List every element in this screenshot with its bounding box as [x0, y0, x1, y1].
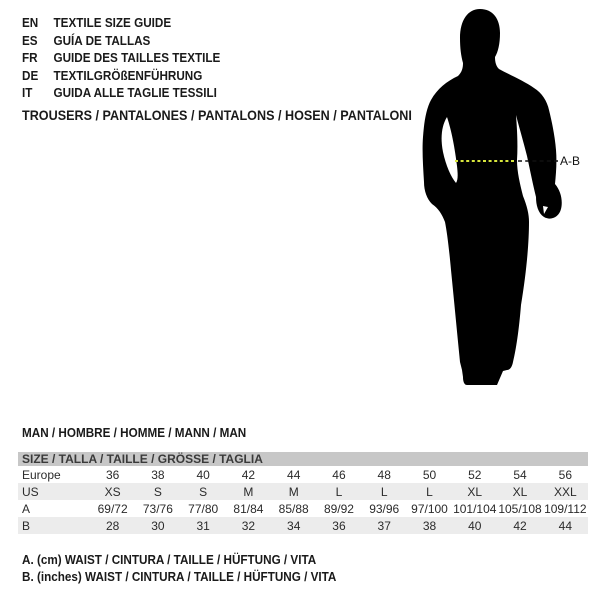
size-cell: 42	[513, 518, 527, 533]
size-cell: XL	[467, 484, 483, 499]
size-cell: 44	[558, 518, 572, 533]
size-cell: 89/92	[323, 501, 354, 516]
size-cell: 38	[422, 518, 437, 533]
table-row	[18, 500, 588, 517]
table-row	[18, 517, 588, 534]
size-cell: 36	[105, 467, 120, 482]
note-line: B. (inches) WAIST / CINTURA / TAILLE / HÜFTUNG / VITA	[22, 568, 337, 584]
size-cell: 81/84	[233, 501, 264, 516]
size-cell: 28	[105, 518, 120, 533]
measure-label: A-B	[560, 154, 581, 168]
language-code: FR	[22, 50, 38, 66]
row-label: A	[22, 501, 31, 516]
size-cell: 30	[151, 518, 165, 533]
language-row	[22, 14, 220, 32]
size-cell: 44	[287, 467, 301, 482]
size-cell: 101/104	[453, 501, 497, 516]
size-cell: XXL	[553, 484, 577, 499]
size-cell: 36	[332, 518, 346, 533]
language-row	[22, 67, 220, 85]
language-list	[22, 14, 220, 102]
size-cell: 32	[241, 518, 256, 533]
size-cell: 31	[196, 518, 210, 533]
size-cell: 48	[377, 467, 391, 482]
size-cell: S	[199, 484, 208, 499]
language-row	[22, 32, 220, 50]
size-cell: 109/112	[544, 501, 587, 516]
note-line: A. (cm) WAIST / CINTURA / TAILLE / HÜFTUNG / VITA	[22, 552, 317, 567]
size-cell: 52	[468, 467, 482, 482]
size-cell: S	[153, 484, 162, 499]
size-cell: 97/100	[411, 501, 448, 516]
language-code: DE	[22, 67, 39, 83]
size-cell: 77/80	[188, 501, 219, 516]
size-cell: XL	[512, 484, 528, 499]
language-code: EN	[22, 15, 39, 31]
size-cell: XS	[104, 484, 121, 499]
size-cell: 42	[241, 467, 256, 482]
category-line: TROUSERS / PANTALONES / PANTALONS / HOSEN / PANTALONI	[22, 107, 412, 123]
language-code: ES	[22, 32, 38, 48]
size-cell: 40	[468, 518, 482, 533]
language-code: IT	[22, 85, 33, 101]
size-cell: 54	[513, 467, 527, 482]
size-cell: 85/88	[278, 501, 309, 516]
size-cell: 105/108	[498, 501, 542, 516]
section-heading: MAN / HOMBRE / HOMME / MANN / MAN	[22, 425, 247, 440]
size-cell: 37	[377, 518, 391, 533]
size-cell: 46	[332, 467, 346, 482]
row-label: B	[22, 518, 31, 533]
size-cell: 50	[422, 467, 437, 482]
language-label: GUÍA DE TALLAS	[53, 32, 151, 48]
size-cell: 34	[287, 518, 301, 533]
table-row	[18, 483, 588, 500]
size-cell: 69/72	[97, 501, 128, 516]
measurement-notes	[22, 552, 336, 585]
language-label: GUIDE DES TAILLES TEXTILE	[53, 50, 221, 66]
size-cell: 73/76	[142, 501, 173, 516]
size-cell: 40	[196, 467, 210, 482]
size-table-body	[18, 466, 588, 534]
row-label: Europe	[22, 467, 61, 482]
man-silhouette	[410, 0, 600, 420]
language-label: TEXTILE SIZE GUIDE	[53, 15, 172, 31]
size-cell: M	[243, 484, 254, 499]
language-label: GUIDA ALLE TAGLIE TESSILI	[53, 85, 217, 101]
table-row	[18, 466, 588, 483]
size-cell: 93/96	[369, 501, 400, 516]
size-table	[18, 452, 588, 534]
size-cell: 56	[558, 467, 572, 482]
size-cell: M	[288, 484, 299, 499]
size-table-header-row	[18, 452, 588, 466]
language-row	[22, 84, 220, 102]
row-label: US	[22, 484, 39, 499]
size-cell: L	[335, 484, 343, 499]
size-cell: 38	[151, 467, 165, 482]
language-row	[22, 49, 220, 67]
language-label: TEXTILGRÖßENFÜHRUNG	[53, 67, 203, 83]
size-cell: L	[426, 484, 433, 499]
size-cell: L	[380, 484, 388, 499]
man-body-shape	[423, 9, 562, 385]
size-table-header: SIZE / TALLA / TAILLE / GRÖSSE / TAGLIA	[18, 452, 588, 466]
